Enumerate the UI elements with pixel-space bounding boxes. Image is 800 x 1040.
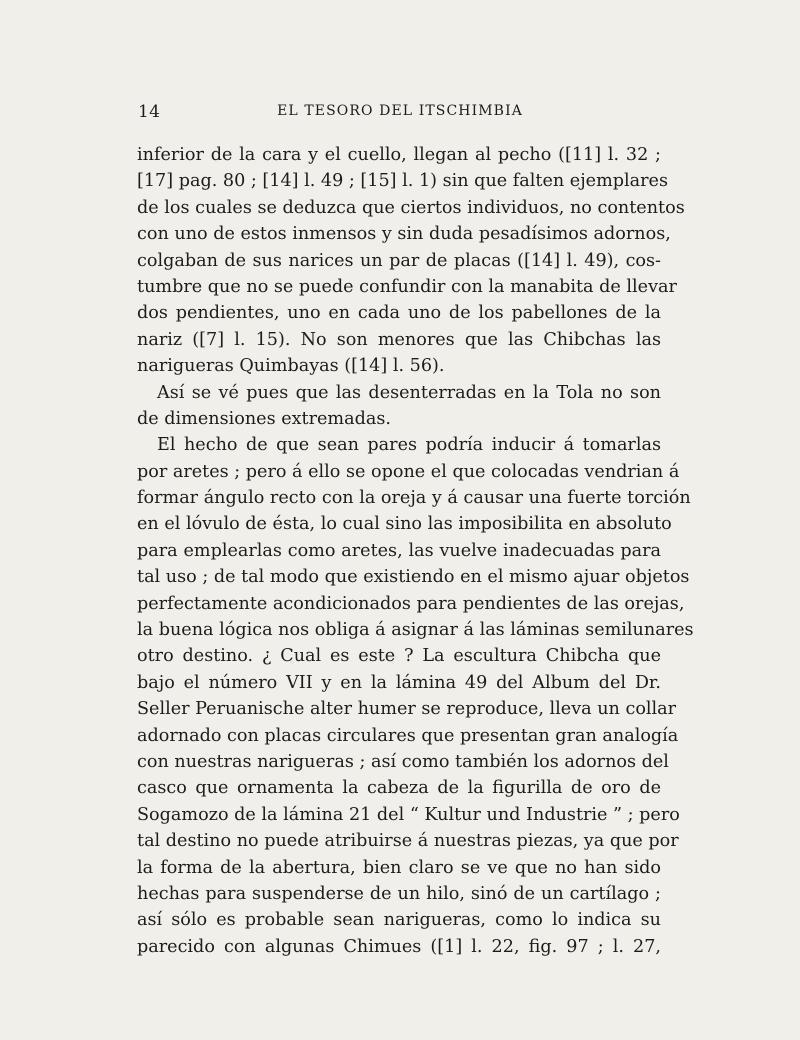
text-line: tumbre que no se puede confundir con la manabita de llevar xyxy=(137,276,677,297)
text-line: otro destino. ¿ Cual es este ? La escultura Chibcha que xyxy=(137,646,661,667)
text-line: dos pendientes, uno en cada uno de los pabellones de la xyxy=(137,303,661,324)
text-line: tal uso ; de tal modo que existiendo en el mismo ajuar objetos xyxy=(137,567,690,588)
text-line: para emplearlas como aretes, las vuelve inadecuadas para xyxy=(137,540,661,561)
paragraph-start-line: Así se vé pues que las desenterradas en la Tola no son xyxy=(157,382,661,403)
text-line: con nuestras narigueras ; así como también los adornos del xyxy=(137,751,669,772)
text-line: nariz ([7] l. 15). No son menores que las Chibchas las xyxy=(137,329,661,350)
text-line: casco que ornamenta la cabeza de la figurilla de oro de xyxy=(137,778,661,799)
text-line: parecido con algunas Chimues ([1] l. 22, fig. 97 ; l. 27, xyxy=(137,936,661,957)
text-line: en el lóvulo de ésta, lo cual sino las imposibilita en absoluto xyxy=(137,514,672,535)
text-line: de los cuales se deduzca que ciertos individuos, no contentos xyxy=(137,197,685,218)
text-line: hechas para suspenderse de un hilo, sinó de un cartílago ; xyxy=(137,883,661,904)
text-line: la buena lógica nos obliga á asignar á las láminas semilunares xyxy=(137,620,694,641)
text-line: formar ángulo recto con la oreja y á causar una fuerte torción xyxy=(137,488,691,509)
text-line: inferior de la cara y el cuello, llegan al pecho ([11] l. 32 ; xyxy=(137,145,661,165)
text-line: colgaban de sus narices un par de placas ([14] l. 49), cos- xyxy=(137,250,661,271)
text-line: perfectamente acondicionados para pendientes de las orejas, xyxy=(137,593,685,614)
text-line: la forma de la abertura, bien claro se ve que no han sido xyxy=(137,857,661,878)
text-line: bajo el número VII y en la lámina 49 del Album del Dr. xyxy=(137,672,661,693)
text-line: con uno de estos inmensos y sin duda pesadísimos adornos, xyxy=(137,224,671,245)
text-line: [17] pag. 80 ; [14] l. 49 ; [15] l. 1) sin que falten ejemplares xyxy=(137,171,668,192)
text-line: de dimensiones extremadas. xyxy=(137,408,391,429)
page-header xyxy=(0,102,800,126)
text-line: tal destino no puede atribuirse á nuestras piezas, ya que por xyxy=(137,831,679,852)
text-line: adornado con placas circulares que presentan gran analogía xyxy=(137,725,679,746)
page-number: 14 xyxy=(138,102,161,122)
text-line: por aretes ; pero á ello se opone el que colocadas vendrian á xyxy=(137,461,680,482)
body-text xyxy=(137,142,694,960)
text-line: así sólo es probable sean narigueras, como lo indica su xyxy=(137,910,661,931)
text-line: Seller Peruanische alter humer se reproduce, lleva un collar xyxy=(137,699,677,720)
paragraph-start-line: El hecho de que sean pares podría inducir á tomarlas xyxy=(157,435,661,456)
text-line: narigueras Quimbayas ([14] l. 56). xyxy=(137,356,445,377)
running-title: EL TESORO DEL ITSCHIMBIA xyxy=(277,103,523,119)
text-line: Sogamozo de la lámina 21 del “ Kultur und Industrie ” ; pero xyxy=(137,804,680,825)
